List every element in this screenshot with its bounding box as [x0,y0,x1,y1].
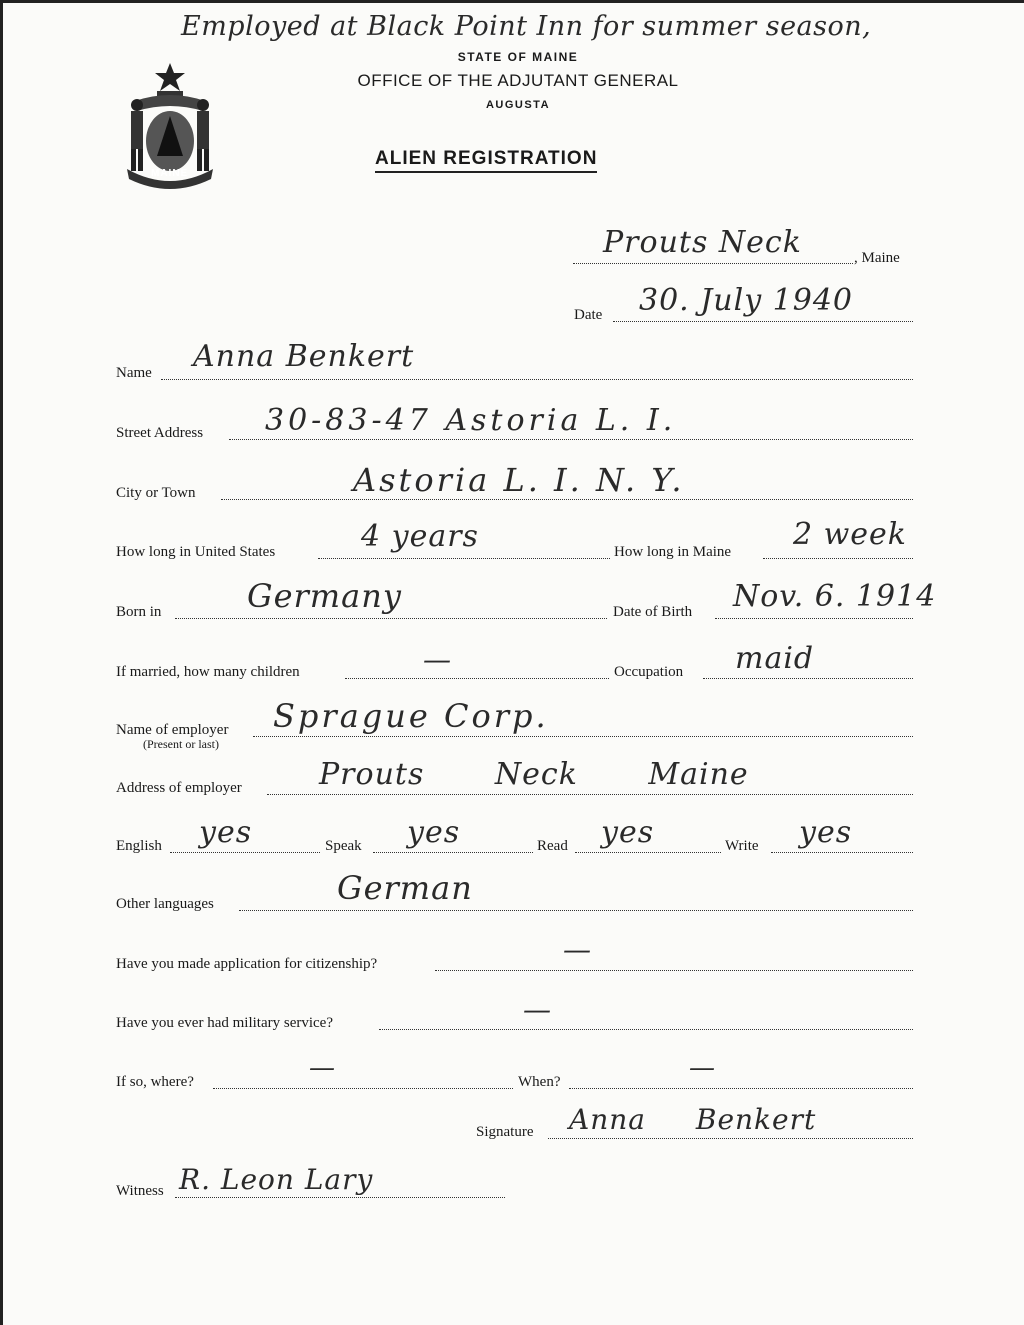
citizenship-value: — [563,933,592,966]
occupation-label: Occupation [614,664,684,680]
children-label: If married, how many children [116,664,300,680]
born-in-label: Born in [116,604,162,620]
employer-sublabel: (Present or last) [143,737,219,751]
witness-label: Witness [116,1183,164,1199]
place-value: Prouts Neck [603,225,802,260]
city-value: Astoria L. I. N. Y. [353,461,685,499]
dob-value: Nov. 6. 1914 [733,579,937,614]
read-label: Read [537,838,568,854]
write-value: yes [799,815,853,850]
employer-label: Name of employer [116,722,229,738]
city-label: City or Town [116,485,196,501]
english-value: yes [199,815,253,850]
children-value: — [423,643,452,676]
how-long-us-value: 4 years [361,519,479,554]
form-title: ALIEN REGISTRATION [375,148,597,173]
when-label: When? [518,1074,561,1090]
witness-value: R. Leon Lary [179,1163,374,1196]
occupation-value: maid [735,641,815,676]
read-value: yes [601,815,655,850]
other-languages-label: Other languages [116,896,214,912]
military-value: — [523,993,552,1026]
speak-value: yes [407,815,461,850]
header-office: OFFICE OF THE ADJUTANT GENERAL [357,71,679,90]
maine-state-seal-icon [115,61,225,189]
name-value: Anna Benkert [193,339,415,374]
citizenship-label: Have you made application for citizenship? [116,956,378,972]
place-suffix: , Maine [854,250,900,266]
how-long-maine-value: 2 week [793,517,907,552]
other-languages-value: German [337,869,473,907]
street-label: Street Address [116,425,204,441]
how-long-maine-label: How long in Maine [614,544,732,560]
date-label: Date [574,307,603,323]
signature-value: Anna Benkert [569,1103,817,1136]
street-value: 30-83-47 Astoria L. I. [265,403,677,438]
header-state: STATE OF MAINE [457,50,579,64]
date-value: 30. July 1940 [639,283,854,318]
english-label: English [116,838,162,854]
dob-label: Date of Birth [613,604,693,620]
employer-address-value: Prouts Neck Maine [319,757,749,792]
born-in-value: Germany [247,577,402,615]
seal-label: MAINE [151,168,189,179]
employer-value: Sprague Corp. [273,697,549,735]
header-city: AUGUSTA [485,99,551,111]
how-long-us-label: How long in United States [116,544,276,560]
military-label: Have you ever had military service? [116,1015,333,1031]
employer-address-label: Address of employer [116,780,242,796]
when-value: — [689,1053,716,1083]
top-annotation: Employed at Black Point Inn for summer season, [181,11,872,42]
name-label: Name [116,365,152,381]
write-label: Write [725,838,759,854]
speak-label: Speak [325,838,362,854]
where-value: — [309,1053,336,1083]
where-label: If so, where? [116,1074,194,1090]
signature-label: Signature [476,1124,534,1140]
